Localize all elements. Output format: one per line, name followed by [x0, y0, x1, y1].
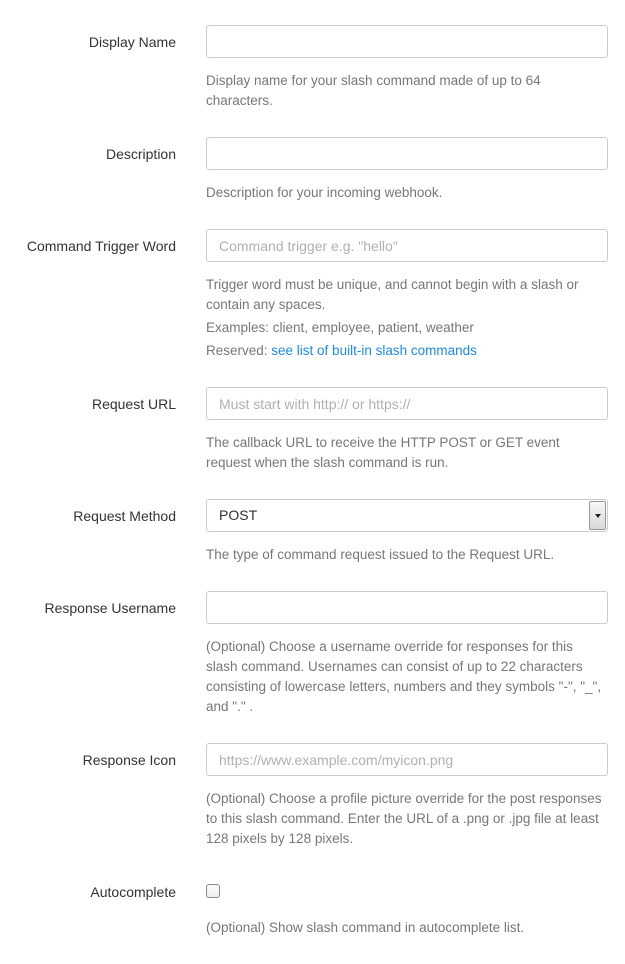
response-icon-help: (Optional) Choose a profile picture override for the post responses to this slash command. Enter the URL of a .png or .jpg file at least 128 pixels by 128 pixels.: [206, 791, 602, 846]
display-name-help: Display name for your slash command made of up to 64 characters.: [206, 73, 541, 108]
form-group-description: [0, 137, 625, 203]
trigger-word-help: [206, 275, 608, 361]
reserved-prefix: Reserved:: [206, 343, 272, 358]
request-url-input[interactable]: [206, 387, 608, 420]
trigger-word-help-unique: Trigger word must be unique, and cannot begin with a slash or contain any spaces.: [206, 277, 579, 312]
autocomplete-checkbox[interactable]: [206, 884, 220, 898]
trigger-word-help-reserved: [206, 341, 608, 361]
form-group-response-username: [0, 591, 625, 717]
trigger-word-label: Command Trigger Word: [26, 238, 176, 254]
response-username-label: Response Username: [44, 600, 176, 616]
description-input[interactable]: [206, 137, 608, 170]
request-method-select[interactable]: [206, 499, 608, 532]
request-method-selected-value: POST: [219, 507, 258, 523]
response-icon-label: Response Icon: [82, 752, 176, 768]
autocomplete-label: Autocomplete: [90, 884, 176, 900]
response-icon-input[interactable]: [206, 743, 608, 776]
response-username-help: (Optional) Choose a username override for responses for this slash command. Usernames can consist of up to 22 characters consisting of lowercase letters, numbers and they symbols "-", "_", and "." .: [206, 639, 602, 714]
trigger-word-input[interactable]: [206, 229, 608, 262]
description-label: Description: [105, 146, 176, 162]
request-url-label: Request URL: [91, 396, 176, 412]
form-group-request-url: [0, 387, 625, 473]
request-url-help: The callback URL to receive the HTTP POST or GET event request when the slash command is run.: [206, 435, 560, 470]
chevron-down-icon: [589, 501, 606, 530]
request-method-label: Request Method: [73, 508, 176, 524]
request-method-help: The type of command request issued to the Request URL.: [206, 547, 555, 562]
form-group-response-icon: [0, 743, 625, 849]
description-help: Description for your incoming webhook.: [206, 185, 443, 200]
form-group-request-method: [0, 499, 625, 565]
form-group-display-name: [0, 25, 625, 111]
trigger-word-help-examples: Examples: client, employee, patient, weather: [206, 320, 474, 335]
response-username-input[interactable]: [206, 591, 608, 624]
built-in-slash-commands-link[interactable]: see list of built-in slash commands: [271, 343, 477, 358]
form-group-trigger-word: [0, 229, 625, 361]
display-name-label: Display Name: [88, 34, 176, 50]
display-name-input[interactable]: [206, 25, 608, 58]
autocomplete-help: (Optional) Show slash command in autocomplete list.: [206, 920, 525, 935]
form-group-autocomplete: [0, 875, 625, 938]
